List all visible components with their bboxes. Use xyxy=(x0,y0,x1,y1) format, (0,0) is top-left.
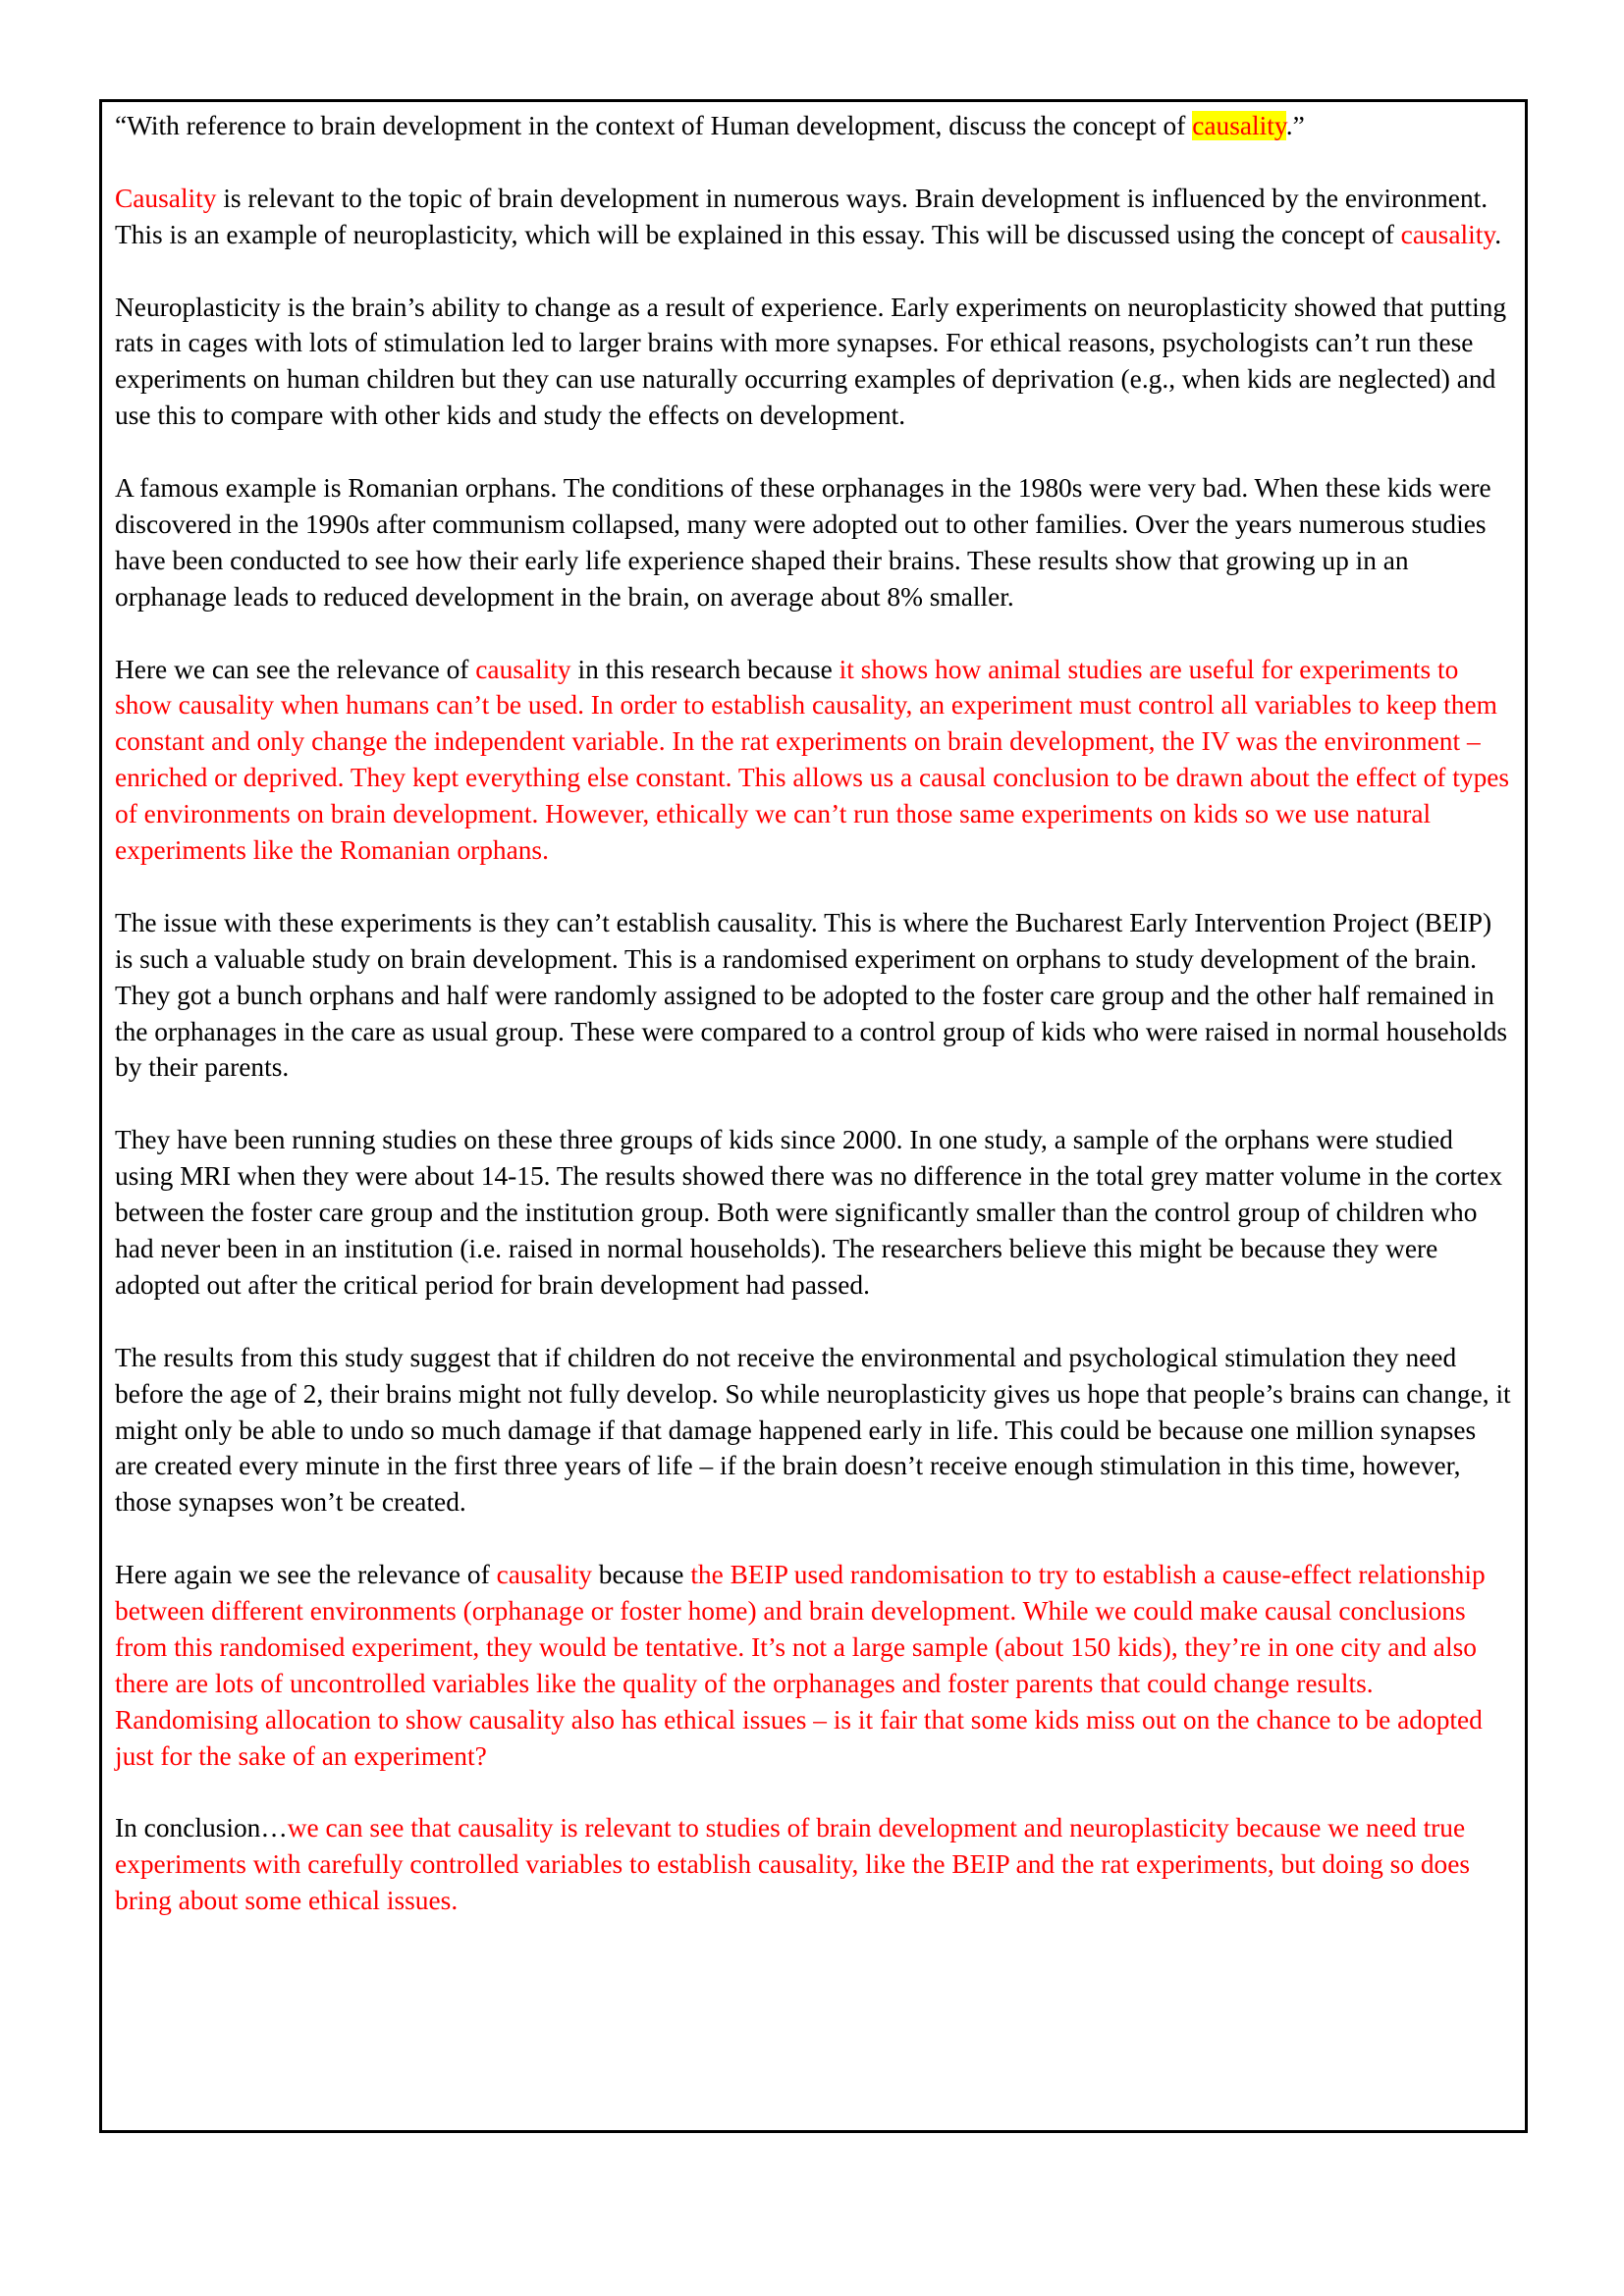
keyword-causality: Causality xyxy=(115,183,217,213)
paragraph-text: in this research because xyxy=(570,654,839,684)
keyword-causality: causality xyxy=(475,654,571,684)
paragraph-text: A famous example is Romanian orphans. The conditions of these orphanages in the 1980s were very bad. When these kids were discovered in the 1990s after communism collapsed, many were adopted out to other families. Over the years numerous studies have been conducted to see how their early life experience shaped their brains. These results show that growing up in an orphanage leads to reduced development in the brain, on average about 8% smaller. xyxy=(115,473,1491,612)
analysis-text: it shows how animal studies are useful for experiments to show causality when humans can’t be used. In order to establish causality, an experiment must control all variables to keep them constant and only change the independent variable. In the rat experiments on brain development, the IV was the environment – enriched or deprived. They kept everything else constant. This allows us a causal conclusion to be drawn about the effect of types of environments on brain development. However, ethically we can’t run those same experiments on kids so we use natural experiments like the Romanian orphans. xyxy=(115,654,1510,866)
paragraph-romanian-orphans xyxy=(115,470,1513,615)
keyword-causality: causality xyxy=(496,1560,592,1590)
essay-question xyxy=(115,108,1513,144)
paragraph-text: . xyxy=(1494,219,1502,249)
paragraph-causality-relevance-1 xyxy=(115,652,1513,869)
paragraph-text: Here we can see the relevance of xyxy=(115,654,476,684)
paragraph-conclusion xyxy=(115,1810,1513,1919)
highlighted-keyword: causality xyxy=(1192,111,1286,140)
paragraph-text: Here again we see the relevance of xyxy=(115,1560,497,1590)
paragraph-text: They have been running studies on these three groups of kids since 2000. In one study, a sample of the orphans were studied using MRI when they were about 14-15. The results showed there was no difference in the total grey matter volume in the cortex between the foster care group and the institution group. Both were significantly smaller than the control group of children who had never been in an institution (i.e. raised in normal households). The researchers believe this might be because they were adopted out after the critical period for brain development had passed. xyxy=(115,1125,1503,1300)
question-closing: .” xyxy=(1285,111,1305,140)
paragraph-introduction xyxy=(115,181,1513,253)
paragraph-text: In conclusion… xyxy=(115,1813,288,1843)
paragraph-text: The issue with these experiments is they can’t establish causality. This is where the Bucharest Early Intervention Project (BEIP) is such a valuable study on brain development. This is a randomised experiment on orphans to study development of the brain. They got a bunch orphans and half were randomly assigned to be adopted to the foster care group and the other half remained in the orphanages in the care as usual group. These were compared to a control group of kids who were raised in normal households by their parents. xyxy=(115,907,1508,1083)
analysis-text: the BEIP used randomisation to try to establish a cause-effect relationship between different environments (orphanage or foster home) and brain development. While we could make causal conclusions from this randomised experiment, they would be tentative. It’s not a large sample (about 150 kids), they’re in one city and also there are lots of uncontrolled variables like the quality of the orphanages and foster parents that could change results. Randomising allocation to show causality also has ethical issues – is it fair that some kids miss out on the chance to be adopted just for the sake of an experiment? xyxy=(115,1560,1486,1771)
paragraph-neuroplasticity xyxy=(115,290,1513,435)
paragraph-causality-relevance-2 xyxy=(115,1557,1513,1774)
paragraph-text: is relevant to the topic of brain development in numerous ways. Brain development is influenced by the environment. This is an example of neuroplasticity, which will be explained in this essay. This will be discussed using the concept of xyxy=(115,183,1489,249)
analysis-text: we can see that causality is relevant to studies of brain development and neuroplasticity because we need true experiments with carefully controlled variables to establish causality, like the BEIP and the rat experiments, but doing so does bring about some ethical issues. xyxy=(115,1813,1471,1916)
essay-box xyxy=(99,99,1528,2133)
paragraph-text: The results from this study suggest that if children do not receive the environmental and psychological stimulation they need before the age of 2, their brains might not fully develop. So while neuroplasticity gives us hope that people’s brains can change, it might only be able to undo so much damage if that damage happened early in life. This could be because one million synapses are created every minute in the first three years of life – if the brain doesn’t receive enough stimulation in this time, however, those synapses won’t be created. xyxy=(115,1342,1511,1518)
paragraph-text: Neuroplasticity is the brain’s ability to change as a result of experience. Early experiments on neuroplasticity showed that putting rats in cages with lots of stimulation led to larger brains with more synapses. For ethical reasons, psychologists can’t run these experiments on human children but they can use naturally occurring examples of deprivation (e.g., when kids are neglected) and use this to compare with other kids and study the effects on development. xyxy=(115,292,1507,431)
paragraph-mri-study xyxy=(115,1122,1513,1304)
paragraph-text: because xyxy=(591,1560,691,1590)
question-text: “With reference to brain development in the context of Human development, discuss the concept of xyxy=(115,111,1193,140)
keyword-causality: causality xyxy=(1400,219,1495,249)
paragraph-beip xyxy=(115,905,1513,1087)
paragraph-results xyxy=(115,1340,1513,1522)
